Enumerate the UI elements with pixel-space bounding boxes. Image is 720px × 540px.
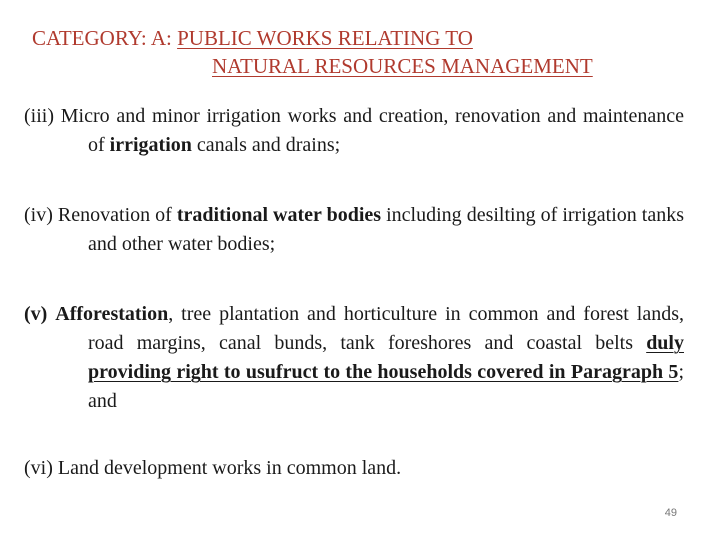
item-v-label: (v)	[24, 303, 48, 325]
item-v	[24, 300, 684, 416]
item-iii-text-2: canals and drains;	[191, 134, 341, 156]
item-v-text-1: , tree plantation and horticulture in common and forest lands, road margins, canal bunds, tank foreshores and coastal belts	[88, 303, 685, 354]
item-iii-label: (iii)	[24, 105, 54, 127]
item-iv-label: (iv)	[24, 204, 53, 226]
item-vi-label: (vi)	[24, 457, 53, 479]
item-iv-text-1: Renovation of	[52, 204, 177, 226]
item-iv	[24, 201, 684, 259]
item-vi-text: Land development works in common land.	[52, 457, 402, 479]
item-v-text-2: ; and	[88, 361, 684, 412]
item-v-bold: Afforestation	[55, 303, 169, 325]
category-heading	[32, 24, 593, 80]
heading-line-2: NATURAL RESOURCES MANAGEMENT	[212, 54, 593, 78]
heading-prefix: CATEGORY: A:	[32, 26, 178, 50]
item-iii-bold: irrigation	[109, 134, 192, 156]
item-iv-text-2: including desilting of irrigation tanks and other water bodies;	[88, 204, 685, 255]
page-number: 49	[664, 507, 677, 519]
item-iii-text-1: Micro and minor irrigation works and creation, renovation and maintenance of	[54, 105, 684, 156]
item-iv-bold: traditional water bodies	[176, 204, 382, 226]
heading-line-1: PUBLIC WORKS RELATING TO	[177, 26, 473, 50]
item-vi	[24, 454, 684, 483]
item-iii	[24, 102, 684, 160]
item-v-underlined: duly providing right to usufruct to the households covered in Paragraph 5	[88, 332, 684, 383]
